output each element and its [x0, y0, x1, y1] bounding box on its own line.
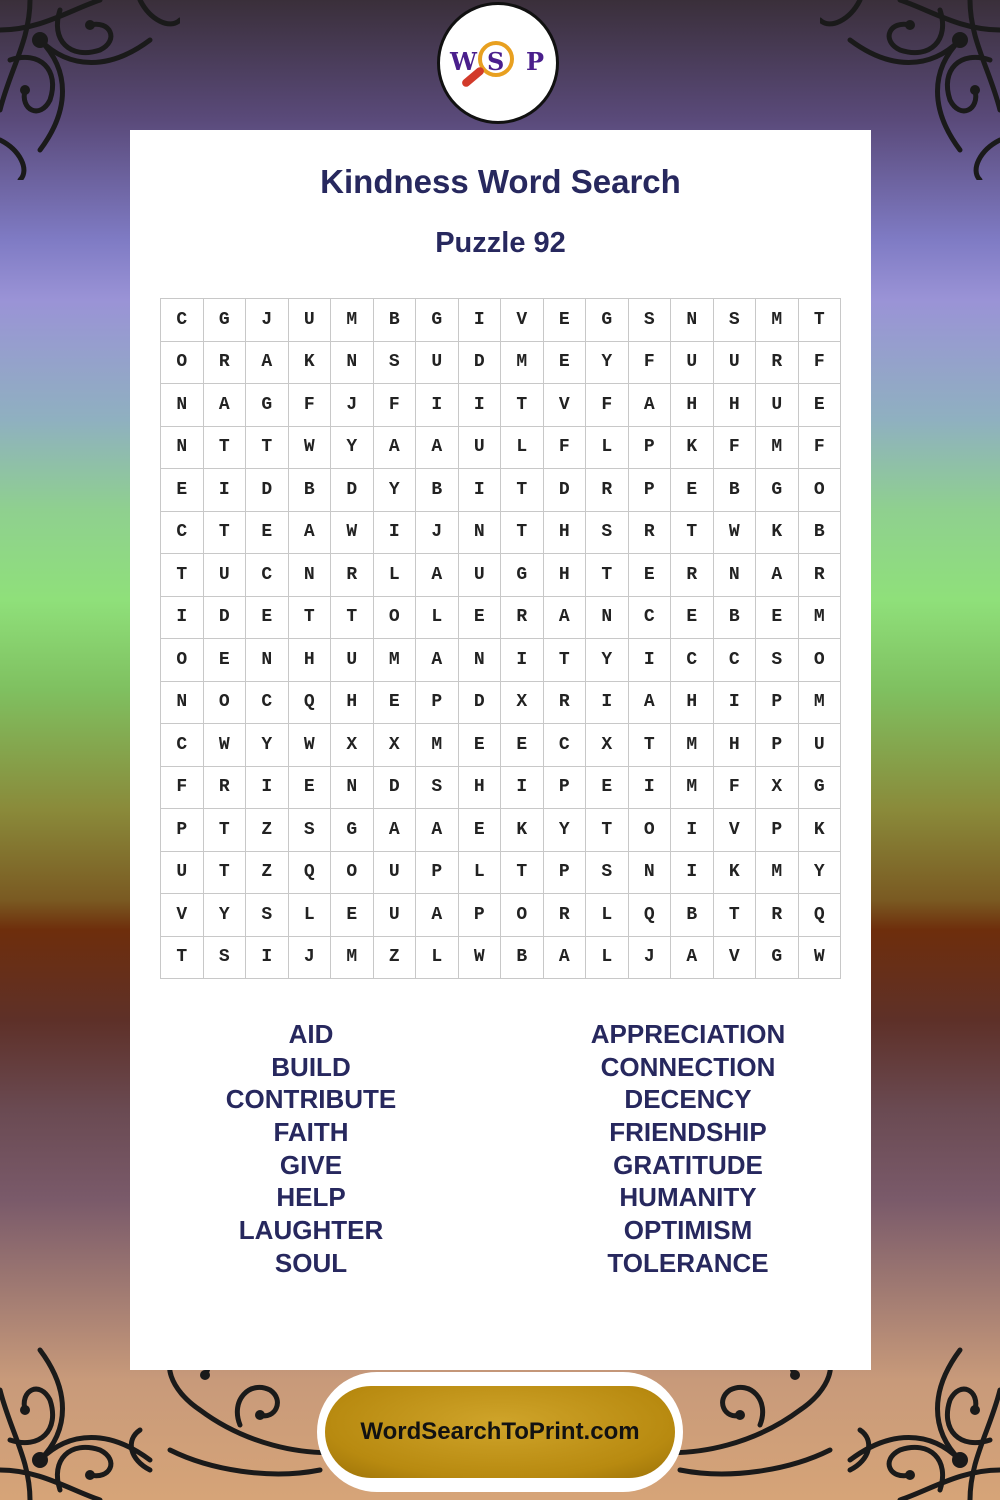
- grid-cell[interactable]: O: [161, 342, 204, 385]
- grid-cell[interactable]: L: [374, 554, 417, 597]
- grid-cell[interactable]: U: [289, 299, 332, 342]
- grid-cell[interactable]: K: [671, 427, 714, 470]
- grid-cell[interactable]: I: [671, 852, 714, 895]
- grid-cell[interactable]: E: [671, 597, 714, 640]
- logo-letter-p: P: [526, 47, 545, 76]
- grid-cell[interactable]: E: [459, 597, 502, 640]
- grid-cell[interactable]: F: [629, 342, 672, 385]
- grid-cell[interactable]: U: [756, 384, 799, 427]
- grid-cell[interactable]: I: [161, 597, 204, 640]
- grid-cell[interactable]: X: [331, 724, 374, 767]
- grid-cell[interactable]: U: [714, 342, 757, 385]
- grid-cell[interactable]: I: [416, 384, 459, 427]
- grid-cell[interactable]: F: [289, 384, 332, 427]
- grid-cell[interactable]: K: [756, 512, 799, 555]
- grid-cell[interactable]: Y: [331, 427, 374, 470]
- grid-cell[interactable]: G: [246, 384, 289, 427]
- grid-cell[interactable]: B: [416, 469, 459, 512]
- grid-cell[interactable]: A: [544, 597, 587, 640]
- grid-cell[interactable]: R: [204, 767, 247, 810]
- grid-cell[interactable]: B: [374, 299, 417, 342]
- word-list-item: HUMANITY: [619, 1182, 757, 1213]
- grid-cell[interactable]: H: [331, 682, 374, 725]
- grid-cell[interactable]: O: [204, 682, 247, 725]
- grid-cell[interactable]: E: [459, 724, 502, 767]
- puzzle-panel: [130, 130, 871, 1370]
- grid-cell[interactable]: R: [671, 554, 714, 597]
- grid-cell[interactable]: E: [246, 597, 289, 640]
- grid-cell[interactable]: Y: [586, 639, 629, 682]
- grid-cell[interactable]: S: [204, 937, 247, 980]
- grid-cell[interactable]: L: [459, 852, 502, 895]
- grid-cell[interactable]: F: [374, 384, 417, 427]
- grid-cell[interactable]: J: [289, 937, 332, 980]
- grid-cell[interactable]: F: [544, 427, 587, 470]
- grid-cell[interactable]: A: [374, 427, 417, 470]
- grid-cell[interactable]: C: [246, 554, 289, 597]
- grid-cell[interactable]: S: [586, 852, 629, 895]
- grid-cell[interactable]: D: [204, 597, 247, 640]
- grid-cell[interactable]: J: [331, 384, 374, 427]
- grid-cell[interactable]: R: [756, 342, 799, 385]
- grid-cell[interactable]: M: [671, 767, 714, 810]
- site-link-button[interactable]: WordSearchToPrint.com: [325, 1386, 675, 1478]
- grid-cell[interactable]: S: [714, 299, 757, 342]
- grid-cell[interactable]: L: [501, 427, 544, 470]
- grid-cell[interactable]: A: [671, 937, 714, 980]
- site-badge: [317, 1372, 683, 1492]
- page-title: Kindness Word Search: [320, 163, 681, 200]
- grid-cell[interactable]: A: [544, 937, 587, 980]
- grid-cell[interactable]: V: [161, 894, 204, 937]
- grid-cell[interactable]: A: [416, 639, 459, 682]
- grid-cell[interactable]: H: [714, 384, 757, 427]
- grid-cell[interactable]: V: [501, 299, 544, 342]
- grid-cell[interactable]: I: [586, 682, 629, 725]
- grid-cell[interactable]: Q: [289, 682, 332, 725]
- grid-cell[interactable]: X: [374, 724, 417, 767]
- grid-cell[interactable]: D: [544, 469, 587, 512]
- grid-cell[interactable]: W: [289, 724, 332, 767]
- grid-cell[interactable]: U: [374, 894, 417, 937]
- logo-letter-s: S: [487, 47, 505, 76]
- puzzle-number: Puzzle 92: [435, 227, 566, 259]
- grid-cell[interactable]: Y: [374, 469, 417, 512]
- grid-cell[interactable]: N: [246, 639, 289, 682]
- grid-cell[interactable]: T: [586, 809, 629, 852]
- grid-cell[interactable]: U: [416, 342, 459, 385]
- grid-cell[interactable]: P: [161, 809, 204, 852]
- grid-cell[interactable]: T: [501, 852, 544, 895]
- grid-cell[interactable]: D: [374, 767, 417, 810]
- word-list-item: TOLERANCE: [607, 1247, 769, 1278]
- grid-cell[interactable]: G: [501, 554, 544, 597]
- grid-cell[interactable]: U: [374, 852, 417, 895]
- grid-cell[interactable]: R: [544, 682, 587, 725]
- grid-cell[interactable]: N: [459, 512, 502, 555]
- grid-cell[interactable]: G: [416, 299, 459, 342]
- grid-cell[interactable]: T: [204, 809, 247, 852]
- grid-cell[interactable]: T: [671, 512, 714, 555]
- logo-letter-w: W: [450, 47, 477, 76]
- grid-cell[interactable]: G: [586, 299, 629, 342]
- grid-cell[interactable]: J: [416, 512, 459, 555]
- grid-cell[interactable]: T: [629, 724, 672, 767]
- grid-cell[interactable]: E: [544, 342, 587, 385]
- word-list-item: FAITH: [273, 1117, 349, 1148]
- grid-cell[interactable]: L: [586, 427, 629, 470]
- grid-cell[interactable]: U: [799, 724, 842, 767]
- grid-cell[interactable]: N: [331, 767, 374, 810]
- grid-cell[interactable]: N: [161, 682, 204, 725]
- grid-cell[interactable]: P: [629, 427, 672, 470]
- word-list-item: CONTRIBUTE: [225, 1084, 397, 1115]
- grid-cell[interactable]: V: [714, 809, 757, 852]
- grid-cell[interactable]: T: [799, 299, 842, 342]
- grid-cell[interactable]: M: [501, 342, 544, 385]
- grid-cell[interactable]: H: [544, 554, 587, 597]
- grid-cell[interactable]: R: [799, 554, 842, 597]
- grid-cell[interactable]: Y: [204, 894, 247, 937]
- word-list-item: SOUL: [274, 1247, 348, 1278]
- grid-cell[interactable]: H: [714, 724, 757, 767]
- grid-cell[interactable]: O: [501, 894, 544, 937]
- grid-cell[interactable]: T: [204, 852, 247, 895]
- grid-cell[interactable]: C: [161, 512, 204, 555]
- grid-cell[interactable]: D: [246, 469, 289, 512]
- word-list-item: CONNECTION: [600, 1051, 776, 1082]
- grid-cell[interactable]: A: [416, 809, 459, 852]
- grid-cell[interactable]: N: [459, 639, 502, 682]
- grid-cell[interactable]: O: [629, 809, 672, 852]
- grid-cell[interactable]: R: [756, 894, 799, 937]
- grid-cell[interactable]: I: [246, 937, 289, 980]
- grid-cell[interactable]: W: [459, 937, 502, 980]
- grid-cell[interactable]: U: [459, 554, 502, 597]
- grid-cell[interactable]: I: [671, 809, 714, 852]
- grid-cell[interactable]: E: [586, 767, 629, 810]
- grid-cell[interactable]: K: [289, 342, 332, 385]
- grid-cell[interactable]: C: [671, 639, 714, 682]
- grid-cell[interactable]: S: [246, 894, 289, 937]
- grid-cell[interactable]: P: [544, 852, 587, 895]
- grid-cell[interactable]: R: [204, 342, 247, 385]
- grid-cell[interactable]: M: [374, 639, 417, 682]
- grid-cell[interactable]: H: [671, 384, 714, 427]
- grid-cell[interactable]: I: [374, 512, 417, 555]
- grid-cell[interactable]: A: [629, 682, 672, 725]
- grid-cell[interactable]: P: [756, 809, 799, 852]
- grid-cell[interactable]: S: [586, 512, 629, 555]
- word-list-item: HELP: [276, 1182, 346, 1213]
- grid-cell[interactable]: L: [416, 937, 459, 980]
- grid-cell[interactable]: F: [799, 427, 842, 470]
- grid-cell[interactable]: I: [459, 384, 502, 427]
- grid-cell[interactable]: Y: [799, 852, 842, 895]
- grid-cell[interactable]: U: [161, 852, 204, 895]
- grid-cell[interactable]: M: [331, 937, 374, 980]
- grid-cell[interactable]: D: [331, 469, 374, 512]
- grid-cell[interactable]: E: [374, 682, 417, 725]
- grid-cell[interactable]: S: [756, 639, 799, 682]
- grid-cell[interactable]: P: [416, 682, 459, 725]
- grid-cell[interactable]: M: [671, 724, 714, 767]
- grid-cell[interactable]: O: [374, 597, 417, 640]
- grid-cell[interactable]: O: [331, 852, 374, 895]
- grid-cell[interactable]: A: [416, 894, 459, 937]
- grid-cell[interactable]: T: [204, 512, 247, 555]
- grid-cell[interactable]: V: [714, 937, 757, 980]
- grid-cell[interactable]: U: [331, 639, 374, 682]
- grid-cell[interactable]: I: [459, 299, 502, 342]
- grid-cell[interactable]: L: [416, 597, 459, 640]
- grid-cell[interactable]: E: [544, 299, 587, 342]
- grid-cell[interactable]: B: [714, 597, 757, 640]
- grid-cell[interactable]: N: [161, 427, 204, 470]
- wsp-logo[interactable]: [437, 2, 559, 124]
- grid-cell[interactable]: R: [629, 512, 672, 555]
- grid-cell[interactable]: K: [501, 809, 544, 852]
- grid-cell[interactable]: P: [416, 852, 459, 895]
- grid-cell[interactable]: C: [629, 597, 672, 640]
- grid-cell[interactable]: E: [799, 384, 842, 427]
- grid-cell[interactable]: A: [204, 384, 247, 427]
- grid-cell[interactable]: S: [374, 342, 417, 385]
- grid-cell[interactable]: E: [161, 469, 204, 512]
- grid-cell[interactable]: E: [331, 894, 374, 937]
- grid-cell[interactable]: P: [756, 682, 799, 725]
- grid-cell[interactable]: I: [246, 767, 289, 810]
- grid-cell[interactable]: P: [629, 469, 672, 512]
- grid-cell[interactable]: Z: [374, 937, 417, 980]
- grid-cell[interactable]: Y: [544, 809, 587, 852]
- grid-cell[interactable]: E: [204, 639, 247, 682]
- grid-cell[interactable]: I: [501, 639, 544, 682]
- grid-cell[interactable]: A: [629, 384, 672, 427]
- grid-cell[interactable]: R: [501, 597, 544, 640]
- grid-cell[interactable]: H: [544, 512, 587, 555]
- grid-cell[interactable]: W: [799, 937, 842, 980]
- grid-cell[interactable]: I: [714, 682, 757, 725]
- grid-cell[interactable]: S: [289, 809, 332, 852]
- grid-cell[interactable]: D: [459, 682, 502, 725]
- grid-cell[interactable]: X: [501, 682, 544, 725]
- grid-cell[interactable]: K: [714, 852, 757, 895]
- grid-cell[interactable]: S: [629, 299, 672, 342]
- grid-cell[interactable]: B: [501, 937, 544, 980]
- word-list-item: GIVE: [279, 1149, 343, 1180]
- grid-cell[interactable]: C: [246, 682, 289, 725]
- word-list-item: GRATITUDE: [613, 1149, 763, 1180]
- grid-cell[interactable]: Q: [799, 894, 842, 937]
- word-list-item: APPRECIATION: [590, 1019, 786, 1049]
- grid-cell[interactable]: F: [799, 342, 842, 385]
- grid-cell[interactable]: T: [289, 597, 332, 640]
- grid-cell[interactable]: N: [586, 597, 629, 640]
- grid-cell[interactable]: O: [799, 469, 842, 512]
- grid-cell[interactable]: T: [331, 597, 374, 640]
- grid-cell[interactable]: M: [799, 682, 842, 725]
- grid-cell[interactable]: E: [671, 469, 714, 512]
- grid-cell[interactable]: T: [161, 554, 204, 597]
- grid-cell[interactable]: M: [756, 852, 799, 895]
- grid-cell[interactable]: X: [756, 767, 799, 810]
- grid-cell[interactable]: T: [714, 894, 757, 937]
- grid-cell[interactable]: E: [629, 554, 672, 597]
- grid-cell[interactable]: F: [714, 427, 757, 470]
- grid-cell[interactable]: U: [671, 342, 714, 385]
- word-list-right: [523, 1018, 853, 1280]
- logo-mark: [448, 33, 548, 93]
- grid-cell[interactable]: O: [799, 639, 842, 682]
- grid-cell[interactable]: N: [161, 384, 204, 427]
- grid-cell[interactable]: E: [289, 767, 332, 810]
- grid-cell[interactable]: T: [544, 639, 587, 682]
- grid-cell[interactable]: O: [161, 639, 204, 682]
- grid-cell[interactable]: I: [501, 767, 544, 810]
- word-list-item: AID: [288, 1019, 334, 1049]
- grid-cell[interactable]: Q: [629, 894, 672, 937]
- grid-cell[interactable]: F: [714, 767, 757, 810]
- grid-cell[interactable]: R: [544, 894, 587, 937]
- grid-cell[interactable]: Z: [246, 809, 289, 852]
- grid-cell[interactable]: L: [586, 937, 629, 980]
- grid-cell[interactable]: T: [586, 554, 629, 597]
- grid-cell[interactable]: B: [671, 894, 714, 937]
- grid-cell[interactable]: C: [714, 639, 757, 682]
- grid-cell[interactable]: P: [756, 724, 799, 767]
- grid-cell[interactable]: H: [671, 682, 714, 725]
- grid-cell[interactable]: T: [161, 937, 204, 980]
- grid-cell[interactable]: E: [501, 724, 544, 767]
- grid-cell[interactable]: H: [289, 639, 332, 682]
- grid-cell[interactable]: N: [289, 554, 332, 597]
- grid-cell[interactable]: A: [756, 554, 799, 597]
- grid-cell[interactable]: C: [161, 724, 204, 767]
- grid-cell[interactable]: I: [459, 469, 502, 512]
- grid-cell[interactable]: I: [629, 767, 672, 810]
- grid-cell[interactable]: C: [544, 724, 587, 767]
- word-list-item: FRIENDSHIP: [609, 1117, 767, 1148]
- grid-cell[interactable]: Z: [246, 852, 289, 895]
- grid-cell[interactable]: S: [416, 767, 459, 810]
- grid-cell[interactable]: R: [586, 469, 629, 512]
- grid-cell[interactable]: V: [544, 384, 587, 427]
- grid-cell[interactable]: T: [204, 427, 247, 470]
- word-list-item: LAUGHTER: [238, 1215, 384, 1246]
- grid-cell[interactable]: A: [246, 342, 289, 385]
- grid-cell[interactable]: G: [756, 469, 799, 512]
- grid-cell[interactable]: N: [629, 852, 672, 895]
- grid-cell[interactable]: Y: [586, 342, 629, 385]
- grid-cell[interactable]: A: [416, 427, 459, 470]
- grid-cell[interactable]: A: [289, 512, 332, 555]
- grid-cell[interactable]: E: [756, 597, 799, 640]
- grid-cell[interactable]: X: [586, 724, 629, 767]
- grid-cell[interactable]: G: [204, 299, 247, 342]
- grid-cell[interactable]: I: [204, 469, 247, 512]
- grid-cell[interactable]: W: [289, 427, 332, 470]
- grid-cell[interactable]: A: [416, 554, 459, 597]
- grid-cell[interactable]: J: [629, 937, 672, 980]
- grid-cell[interactable]: J: [246, 299, 289, 342]
- grid-cell[interactable]: T: [501, 469, 544, 512]
- grid-cell[interactable]: N: [331, 342, 374, 385]
- grid-cell[interactable]: B: [289, 469, 332, 512]
- word-list-item: BUILD: [271, 1051, 351, 1082]
- letter-grid: [160, 298, 841, 979]
- grid-cell[interactable]: T: [246, 427, 289, 470]
- grid-cell[interactable]: U: [459, 427, 502, 470]
- grid-cell[interactable]: P: [459, 894, 502, 937]
- word-list-item: DECENCY: [624, 1084, 752, 1115]
- grid-cell[interactable]: G: [331, 809, 374, 852]
- grid-cell[interactable]: M: [331, 299, 374, 342]
- grid-cell[interactable]: E: [459, 809, 502, 852]
- grid-cell[interactable]: P: [544, 767, 587, 810]
- grid-cell[interactable]: B: [714, 469, 757, 512]
- grid-cell[interactable]: L: [586, 894, 629, 937]
- grid-cell[interactable]: Y: [246, 724, 289, 767]
- grid-cell[interactable]: Q: [289, 852, 332, 895]
- grid-cell[interactable]: F: [161, 767, 204, 810]
- grid-cell[interactable]: N: [714, 554, 757, 597]
- grid-cell[interactable]: F: [586, 384, 629, 427]
- grid-cell[interactable]: E: [246, 512, 289, 555]
- grid-cell[interactable]: M: [416, 724, 459, 767]
- grid-cell[interactable]: R: [331, 554, 374, 597]
- grid-cell[interactable]: G: [799, 767, 842, 810]
- grid-cell[interactable]: K: [799, 809, 842, 852]
- grid-cell[interactable]: W: [714, 512, 757, 555]
- grid-cell[interactable]: W: [331, 512, 374, 555]
- grid-cell[interactable]: U: [204, 554, 247, 597]
- grid-cell[interactable]: H: [459, 767, 502, 810]
- grid-cell[interactable]: A: [374, 809, 417, 852]
- grid-cell[interactable]: M: [756, 427, 799, 470]
- grid-cell[interactable]: B: [799, 512, 842, 555]
- grid-cell[interactable]: T: [501, 384, 544, 427]
- grid-cell[interactable]: T: [501, 512, 544, 555]
- grid-cell[interactable]: M: [799, 597, 842, 640]
- grid-cell[interactable]: D: [459, 342, 502, 385]
- grid-cell[interactable]: N: [671, 299, 714, 342]
- grid-cell[interactable]: I: [629, 639, 672, 682]
- grid-cell[interactable]: M: [756, 299, 799, 342]
- grid-cell[interactable]: C: [161, 299, 204, 342]
- grid-cell[interactable]: W: [204, 724, 247, 767]
- grid-cell[interactable]: L: [289, 894, 332, 937]
- grid-cell[interactable]: G: [756, 937, 799, 980]
- word-list-item: OPTIMISM: [623, 1215, 753, 1246]
- word-list-left: [146, 1018, 476, 1280]
